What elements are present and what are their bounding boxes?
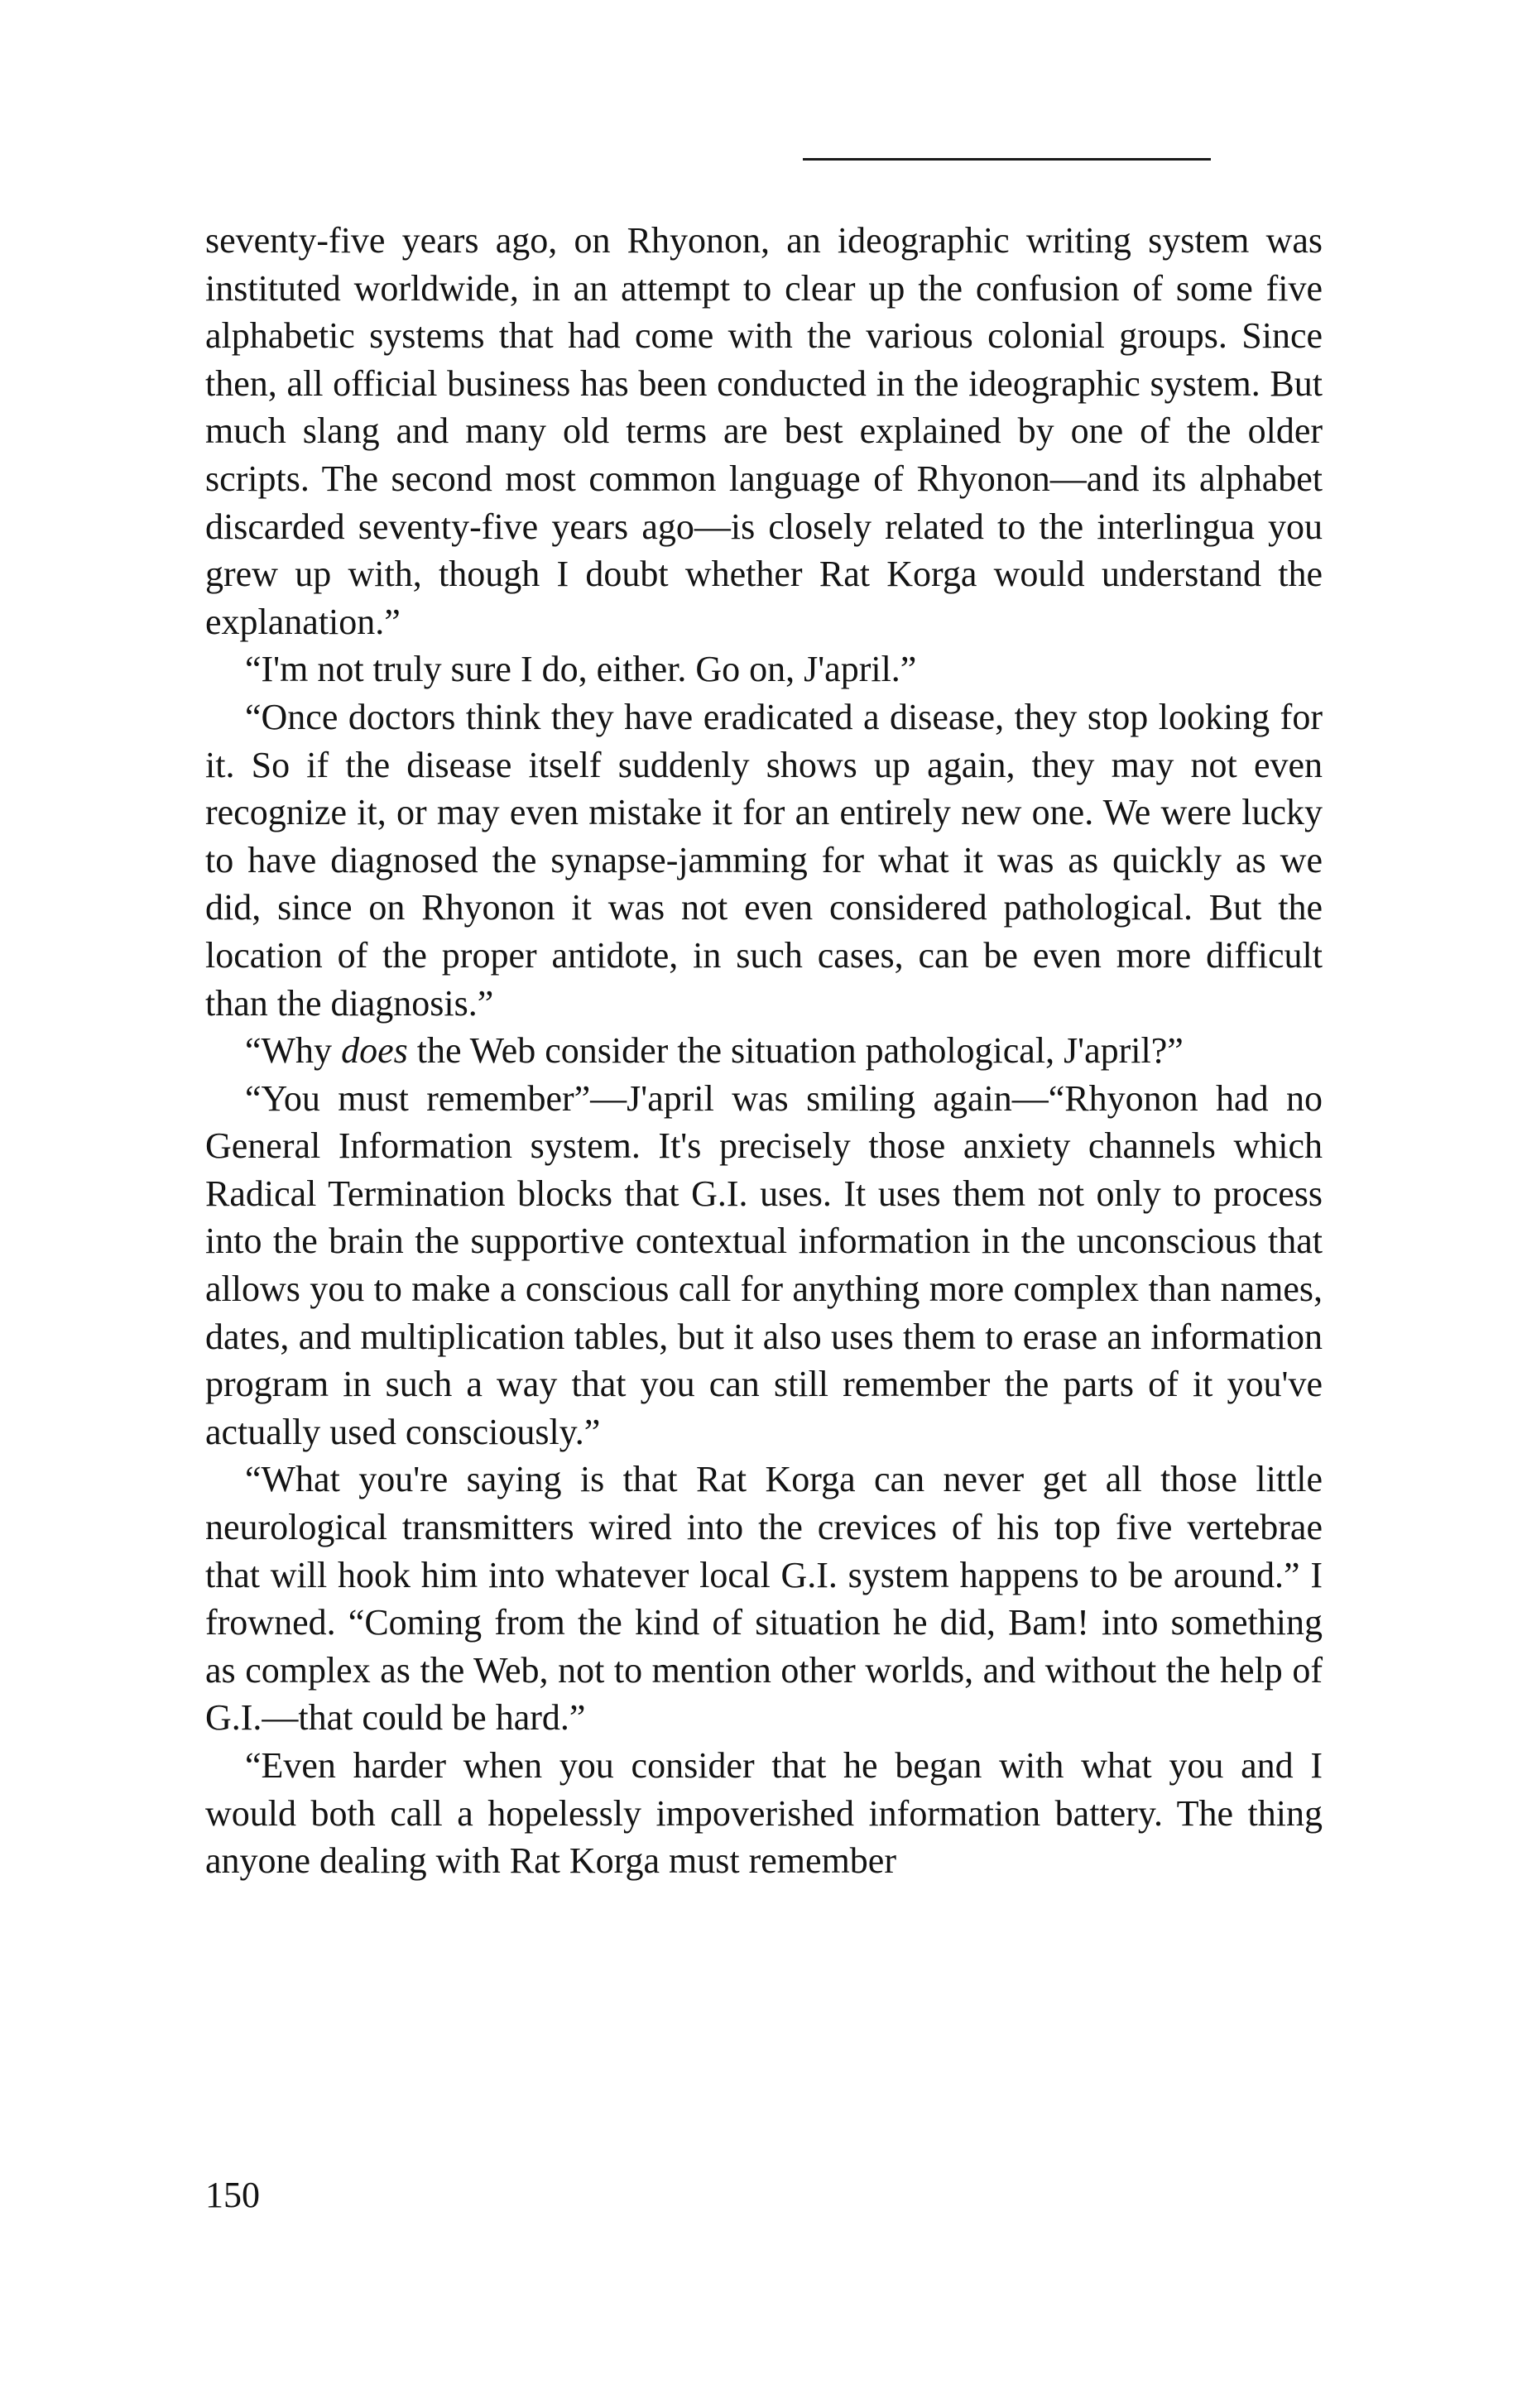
paragraph-5: “You must remember”—J'april was smiling again—“Rhyonon had no General Information system. It's precisely those anxiety channels which Radical Termination blocks that G.I. uses. It uses them not only to process into the brain the supportive contextual information in the unconscious that allows you to make a conscious call for anything more complex than names, dates, and multiplication tables, but it also uses them to erase an information program in such a way that you can still remember the parts of it you've actually used consciously.” [205,1077,1323,1452]
page-number: 150 [205,2175,260,2215]
paragraph-7: “Even harder when you consider that he began with what you and I would both call a hopelessly impoverished information battery. The thing anyone dealing with Rat Korga must remember [205,1745,1323,1882]
paragraph-4-emphasis: does [341,1030,408,1072]
paragraph-3: “Once doctors think they have eradicated a disease, they stop looking for it. So if the disease itself suddenly shows up again, they may not even recognize it, or may even mistake it for an entirely new one. We were lucky to have diagnosed the synapse-jamming for what it was as quickly as we did, since on Rhyonon it was not even considered pathological. But the location of the proper antidote, in such cases, can be even more difficult than the diagnosis.” [205,696,1323,1024]
paragraph-4-after: the Web consider the situation pathological, J'april?” [407,1030,1184,1072]
paragraph-6: “What you're saying is that Rat Korga can never get all those little neurological transmitters wired into the crevices of his top five vertebrae that will hook him into whatever local G.I. system happens to be around.” I frowned. “Coming from the kind of situation he did, Bam! into something as complex as the Web, not to mention other worlds, and without the help of G.I.—that could be hard.” [205,1459,1323,1739]
body-text [205,217,1323,1885]
paragraph-2: “I'm not truly sure I do, either. Go on, J'april.” [245,649,917,690]
paragraph-1: seventy-five years ago, on Rhyonon, an ideographic writing system was instituted worldwide, in an attempt to clear up the confusion of some five alphabetic systems that had come with the various colonial groups. Since then, all official business has been conducted in the ideographic system. But much slang and many old terms are best explained by one of the older scripts. The second most common language of Rhyonon—and its alphabet discarded seventy-five years ago—is closely related to the interlingua you grew up with, though I doubt whether Rat Korga would understand the explanation.” [205,220,1323,642]
paragraph-4-before: “Why [245,1030,342,1072]
paragraph-4 [205,1027,1323,1075]
header-rule [803,158,1211,161]
